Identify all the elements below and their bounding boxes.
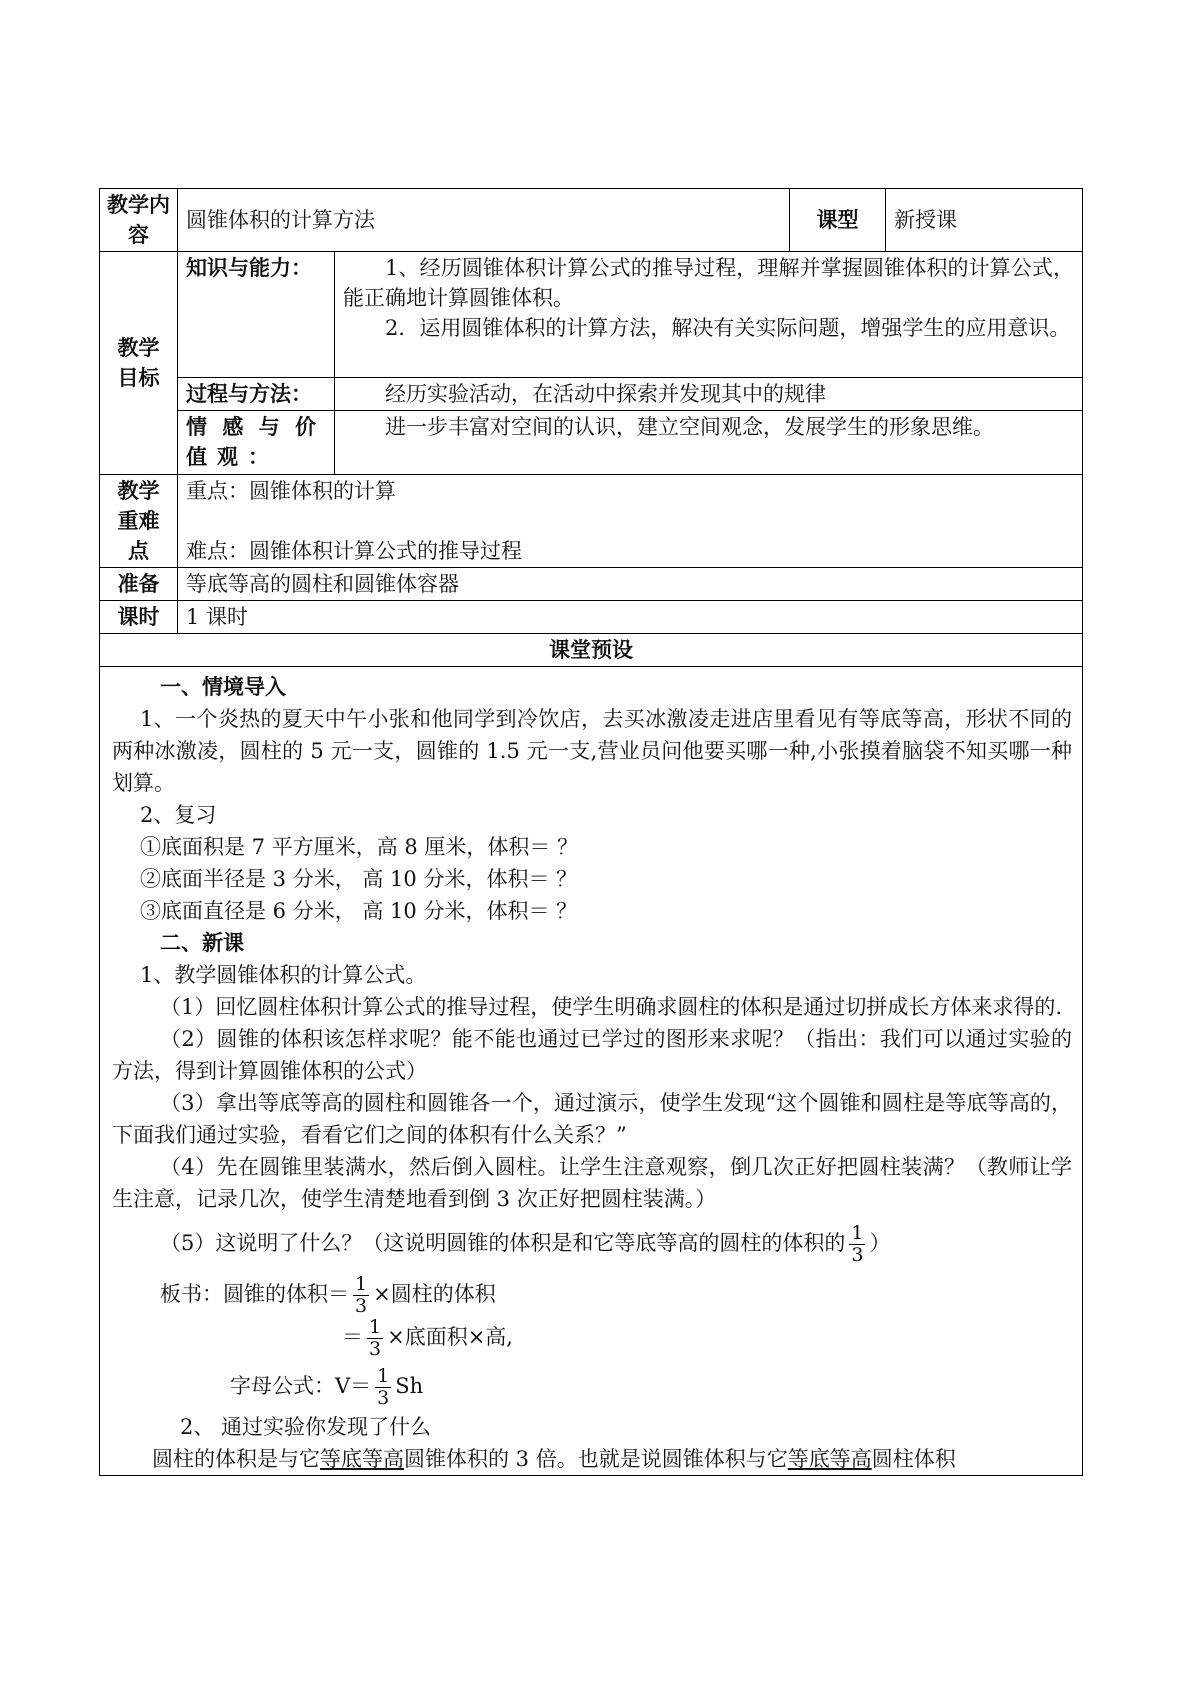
- hours-label: 课时: [100, 601, 178, 634]
- content-label: 教学内容: [100, 189, 178, 252]
- section-2-title: 二、新课: [160, 931, 244, 955]
- board-line-1-end: ×圆柱的体积: [373, 1282, 496, 1306]
- step-5-end: ）: [869, 1231, 891, 1255]
- conclusion: [112, 1443, 1072, 1475]
- fraction-denominator: 3: [851, 1244, 864, 1266]
- emotion-cell: [335, 411, 1083, 475]
- keypoints-row: [100, 475, 1083, 568]
- fraction-numerator: 1: [377, 1365, 390, 1387]
- fraction-numerator: 1: [851, 1222, 864, 1244]
- fraction-denominator: 3: [369, 1338, 382, 1360]
- fraction-denominator: 3: [377, 1387, 390, 1409]
- fraction-denominator: 3: [355, 1295, 368, 1317]
- board-line-1: [112, 1274, 1072, 1317]
- knowledge-1: 1、经历圆锥体积计算公式的推导过程，理解并掌握圆锥体积的计算公式，能正确地计算圆锥体积。: [343, 256, 1075, 310]
- lesson-plan-table: [99, 188, 1083, 1476]
- conclusion-underline-2: 等底等高: [787, 1447, 872, 1471]
- fraction-numerator: 1: [355, 1273, 368, 1295]
- keypoints-label-line1: 教学: [117, 479, 160, 503]
- keypoints-cell: [178, 475, 1083, 568]
- knowledge-text: [335, 252, 1083, 378]
- prep-label: 准备: [100, 568, 178, 601]
- objectives-label-line1: 教学: [117, 336, 160, 360]
- board-line-2-end: ×底面积×高,: [387, 1325, 513, 1349]
- preset-title-row: [100, 634, 1083, 667]
- lesson-body: [100, 667, 1083, 1476]
- difficult-point: 难点：圆锥体积计算公式的推导过程: [186, 539, 522, 563]
- conclusion-underline-1: 等底等高: [320, 1447, 404, 1471]
- letter-formula-end: Sh: [395, 1374, 424, 1398]
- step-2: （2）圆锥的体积该怎样求呢？能不能也通过已学过的图形来求呢？（指出：我们可以通过实验的方法，得到计算圆锥体积的公式）: [112, 1027, 1073, 1083]
- review-question-3: ③底面直径是 6 分米， 高 10 分米，体积＝ ？: [140, 899, 578, 923]
- keypoints-label-line3: 点: [128, 539, 149, 563]
- hours-row: [100, 601, 1083, 634]
- objectives-label-line2: 目标: [117, 366, 160, 390]
- emotion-label: 情感与价值观：: [178, 411, 335, 475]
- section-2-intro: 1、教学圆锥体积的计算公式。: [140, 963, 427, 987]
- hours-value: 1 课时: [178, 601, 1083, 634]
- lesson-body-row: [100, 667, 1083, 1476]
- fraction-one-third: [353, 1274, 369, 1317]
- type-label: 课型: [790, 189, 886, 252]
- objectives-emotion-row: [100, 411, 1083, 475]
- content-value: 圆锥体积的计算方法: [178, 189, 790, 252]
- letter-formula-label: 字母公式：V＝: [230, 1374, 372, 1398]
- key-point: 重点：圆锥体积的计算: [186, 479, 396, 503]
- section-1-review: 2、复习: [140, 803, 217, 827]
- fraction-one-third: [375, 1366, 391, 1409]
- fraction-one-third: [367, 1317, 383, 1360]
- board-line-2: [112, 1317, 1072, 1360]
- letter-formula: [112, 1366, 1072, 1409]
- section-1-title: 一、情境导入: [160, 675, 286, 699]
- preset-title: 课堂预设: [100, 634, 1083, 667]
- step-3: （3）拿出等底等高的圆柱和圆锥各一个，通过演示，使学生发现“这个圆锥和圆柱是等底等高的，下面我们通过实验，看看它们之间的体积有什么关系？”: [112, 1091, 1073, 1147]
- step-5-text: （5）这说明了什么？（这说明圆锥的体积是和它等底等高的圆柱的体积的: [160, 1231, 846, 1255]
- keypoints-label-line2: 重难: [117, 509, 160, 533]
- review-question-1: ①底面积是 7 平方厘米，高 8 厘米，体积＝ ？: [140, 835, 579, 859]
- step-5: [112, 1223, 1072, 1266]
- conclusion-a: 圆柱的体积是与它: [152, 1447, 320, 1471]
- fraction-numerator: 1: [369, 1316, 382, 1338]
- lesson-plan-page: [99, 188, 1082, 1476]
- process-label: 过程与方法：: [178, 378, 335, 411]
- fraction-one-third: [849, 1223, 865, 1266]
- step-4: （4）先在圆锥里装满水，然后倒入圆柱。让学生注意观察，倒几次正好把圆柱装满？（教师让学生注意，记录几次，使学生清楚地看到倒 3 次正好把圆柱装满。）: [112, 1155, 1073, 1211]
- emotion-text: 进一步丰富对空间的认识，建立空间观念，发展学生的形象思维。: [385, 415, 994, 439]
- keypoints-label: [100, 475, 178, 568]
- header-row: [100, 189, 1083, 252]
- prep-row: [100, 568, 1083, 601]
- knowledge-2: 2．运用圆锥体积的计算方法，解决有关实际问题，增强学生的应用意识。: [385, 316, 1071, 340]
- board-label: 板书：圆锥的体积＝: [160, 1282, 349, 1306]
- board-line-2-start: ＝: [342, 1325, 363, 1349]
- section-1-story: 1、一个炎热的夏天中午小张和他同学到冷饮店，去买冰激凌走进店里看见有等底等高，形状不同的两种冰激凌，圆柱的 5 元一支，圆锥的 1.5 元一支,营业员问他要买哪一种,小张摸着脑袋不知买哪一种划算。: [112, 707, 1073, 795]
- objectives-process-row: [100, 378, 1083, 411]
- conclusion-b: 圆锥体积的 3 倍。也就是说圆锥体积与它: [404, 1447, 788, 1471]
- step-1: （1）回忆圆柱体积计算公式的推导过程，使学生明确求圆柱的体积是通过切拼成长方体来求得的.: [160, 995, 1063, 1019]
- conclusion-c: 圆柱体积: [871, 1447, 956, 1471]
- type-value: 新授课: [886, 189, 1083, 252]
- question-2: 2、 通过实验你发现了什么: [180, 1415, 432, 1439]
- objectives-knowledge-row: [100, 252, 1083, 378]
- knowledge-label: 知识与能力：: [178, 252, 335, 378]
- review-question-2: ②底面半径是 3 分米， 高 10 分米，体积＝ ？: [140, 867, 578, 891]
- prep-value: 等底等高的圆柱和圆锥体容器: [178, 568, 1083, 601]
- process-text: 经历实验活动，在活动中探索并发现其中的规律: [385, 382, 826, 406]
- process-cell: [335, 378, 1083, 411]
- objectives-label: [100, 252, 178, 475]
